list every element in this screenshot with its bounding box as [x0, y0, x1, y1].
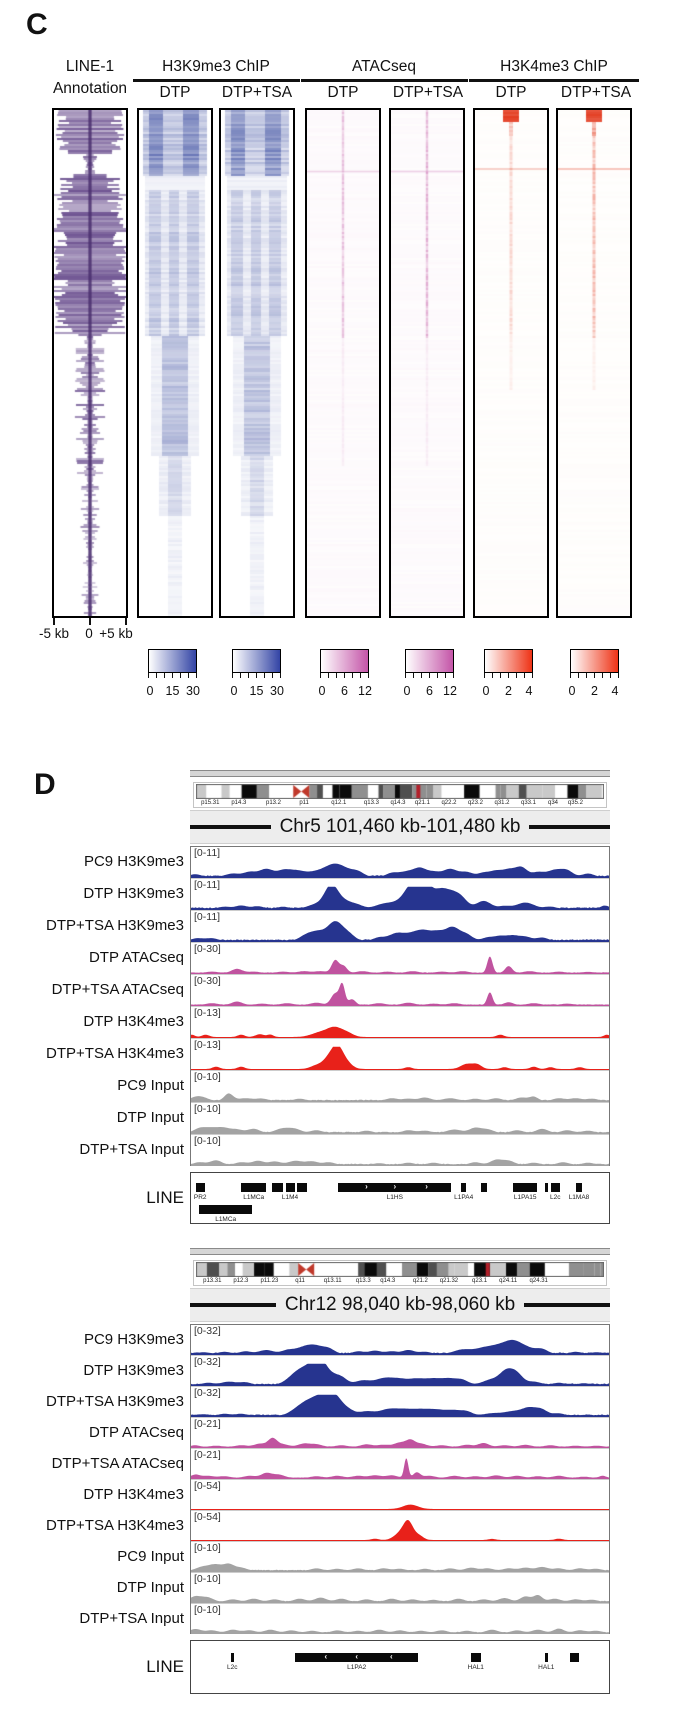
heatmap-canvas-h3k4b: [558, 110, 630, 616]
color-scale-tick: [437, 673, 438, 678]
ideogram-band-label: q33.1: [521, 800, 537, 806]
color-scale: [482, 649, 533, 698]
color-scale-tick: [610, 673, 611, 678]
track-range-label: [0-32]: [194, 1387, 221, 1399]
title-rule-right: [524, 1303, 610, 1307]
heatmap-h3k4b: [556, 108, 632, 618]
line-element-hal1: [471, 1653, 481, 1662]
color-scale-number: 6: [341, 684, 348, 698]
track-signal: [191, 1573, 609, 1603]
color-scale-number: 6: [426, 684, 433, 698]
track-range-label: [0-10]: [194, 1135, 221, 1147]
heatmap-canvas-h3k9b: [221, 110, 293, 616]
color-scale-number: 12: [358, 684, 372, 698]
line-element-label: L2c: [550, 1194, 561, 1201]
axis-label-minus5kb: -5 kb: [38, 626, 69, 641]
track-range-label: [0-11]: [194, 911, 221, 923]
color-scale-tick: [524, 673, 525, 678]
track-signal: [191, 1542, 609, 1572]
track-signal: [191, 1480, 609, 1510]
color-scale-tick: [453, 673, 454, 678]
column-group-underline: [469, 79, 639, 82]
ideogram-band-label: q13.11: [323, 1278, 342, 1284]
color-scale-numbers: [403, 679, 457, 698]
color-scale-numbers: [568, 679, 619, 698]
track-name-label: DTP+TSA ATACseq: [51, 981, 184, 998]
line-element-label: L1MA8: [568, 1194, 590, 1201]
column-group-underline: [301, 79, 468, 82]
track-name-label: PC9 Input: [117, 1077, 184, 1094]
track-dtp-tsa-atacseq: [191, 975, 609, 1007]
line-element-label: L2c: [227, 1664, 238, 1671]
track-signal: [191, 1356, 609, 1386]
color-scale-tick: [516, 673, 517, 678]
track-dtp-atacseq: [191, 1418, 609, 1449]
line-element-l2c: [551, 1183, 560, 1192]
track-name-label: PC9 Input: [117, 1548, 184, 1565]
panel-d-label: D: [34, 768, 56, 801]
line-element: [545, 1183, 548, 1192]
locus-title-bar: [190, 810, 610, 844]
track-name-label: DTP+TSA H3K4me3: [46, 1517, 184, 1534]
color-scale-tick: [344, 673, 345, 678]
track-dtp-h3k9me3: [191, 1356, 609, 1387]
track-name-label: PC9 H3K9me3: [83, 853, 184, 870]
genome-browser-2: [190, 1248, 610, 1694]
ideogram-band-label: q21.1: [414, 800, 430, 806]
track-dtp-tsa-atacseq: [191, 1449, 609, 1480]
ideogram-band-label: q34: [547, 800, 559, 806]
heatmap-canvas-ataca: [307, 110, 379, 616]
track-signal: [191, 847, 609, 878]
color-scale-tick: [360, 673, 361, 678]
track-signal: [191, 1103, 609, 1134]
track-name-label: DTP ATACseq: [88, 949, 184, 966]
color-scale-tick: [413, 673, 414, 678]
track-dtp-input: [191, 1103, 609, 1135]
strand-arrow-left: ‹: [355, 1652, 359, 1661]
ideogram-band-label: p14.3: [231, 800, 247, 806]
column-group-label: H3K4me3 ChIP: [500, 58, 608, 75]
line-element-label: L1PA2: [347, 1664, 367, 1671]
color-scale-gradient: [320, 649, 369, 673]
track-name-label: DTP+TSA H3K4me3: [46, 1045, 184, 1062]
line-track-label: LINE: [146, 1188, 184, 1207]
color-scale-tick: [429, 673, 430, 678]
chromosome-ideogram: [193, 782, 607, 808]
line-element-l2c: [231, 1653, 234, 1662]
line-element-l1ma8: [576, 1183, 581, 1192]
line-track-label: LINE: [146, 1657, 184, 1676]
line-element-pr2: [196, 1183, 205, 1192]
color-scale-tick: [196, 673, 197, 678]
color-scale-tick: [256, 673, 257, 678]
heatmap-canvas-h3k9a: [139, 110, 211, 616]
color-scale: [318, 649, 372, 698]
color-scale: [403, 649, 457, 698]
track-name-label: PC9 H3K9me3: [83, 1331, 184, 1348]
color-scale-numbers: [482, 679, 533, 698]
ideogram-band-label: p15.31: [201, 800, 220, 806]
line-element-label: L1MCa: [215, 1216, 237, 1223]
heatmap-h3k4a: [473, 108, 549, 618]
color-scale-tick: [508, 673, 509, 678]
line-element-l1hs: [338, 1183, 451, 1192]
title-rule-left: [190, 1303, 276, 1307]
track-signal: [191, 879, 609, 910]
track-range-label: [0-54]: [194, 1480, 221, 1492]
color-scale-number: 30: [270, 684, 284, 698]
track-range-label: [0-11]: [194, 879, 221, 891]
track-range-label: [0-13]: [194, 1039, 221, 1051]
line-element: [570, 1653, 579, 1662]
color-scale-tick: [618, 673, 619, 678]
track-dtp-h3k4me3: [191, 1007, 609, 1039]
genome-browser-1: [190, 770, 610, 1224]
color-scale-tick: [602, 673, 603, 678]
line-element-label: HAL1: [467, 1664, 484, 1671]
track-range-label: [0-10]: [194, 1542, 221, 1554]
track-range-label: [0-32]: [194, 1325, 221, 1337]
track-signal: [191, 1604, 609, 1634]
chromosome-ideogram: [193, 1260, 607, 1286]
line-element-l1mca: [241, 1183, 266, 1192]
ideogram-band-label: q21.2: [412, 1278, 428, 1284]
color-scale-tick: [148, 673, 149, 678]
track-range-label: [0-10]: [194, 1604, 221, 1616]
color-scale-tick: [264, 673, 265, 678]
color-scale-tick: [492, 673, 493, 678]
ideogram-band-label: q23.2: [467, 800, 483, 806]
ideogram-band-label: p13.31: [203, 1278, 222, 1284]
ideogram-band-label: q12.1: [331, 800, 347, 806]
column-sub-label: DTP+TSA: [560, 84, 632, 101]
track-dtp-tsa-input: [191, 1604, 609, 1635]
track-dtp-atacseq: [191, 943, 609, 975]
line-element-l1pa15: [513, 1183, 537, 1192]
track-range-label: [0-13]: [194, 1007, 221, 1019]
color-scale: [146, 649, 200, 698]
color-scale-tick: [570, 673, 571, 678]
ideogram-band-label: q24.31: [529, 1278, 548, 1284]
line-element-l1mca: [199, 1205, 253, 1214]
color-scale-tick: [180, 673, 181, 678]
line-element-l1pa2: [295, 1653, 419, 1662]
ideogram-band-label: p11.23: [260, 1278, 279, 1284]
color-scale-number: 2: [591, 684, 598, 698]
track-name-label: DTP H3K4me3: [83, 1013, 184, 1030]
color-scale-number: 15: [165, 684, 180, 698]
ideogram-band-label: q14.3: [380, 1278, 396, 1284]
color-scale-numbers: [146, 679, 200, 698]
ideogram-canvas: [196, 1262, 604, 1277]
heatmap-ataca: [305, 108, 381, 618]
track-pc9-input: [191, 1071, 609, 1103]
color-scale-number: 4: [611, 684, 619, 698]
track-signal: [191, 1325, 609, 1355]
strand-arrow-right: ›: [393, 1182, 397, 1191]
color-scale-tick: [156, 673, 157, 678]
color-scale-tick: [336, 673, 337, 678]
heatmap-h3k9b: [219, 108, 295, 618]
title-rule-right: [529, 825, 610, 829]
title-rule-left: [190, 825, 271, 829]
ideogram-band-label: q35.2: [567, 800, 583, 806]
track-dtp-tsa-input: [191, 1135, 609, 1167]
track-name-label: DTP Input: [116, 1579, 184, 1596]
ideogram-band-label: q13.3: [363, 800, 379, 806]
column-sub-label: DTP+TSA: [392, 84, 464, 101]
column-group-label: ATACseq: [351, 58, 417, 75]
track-range-label: [0-32]: [194, 1356, 221, 1368]
line-element-l1pa4: [461, 1183, 466, 1192]
track-signal: [191, 1039, 609, 1070]
color-scale-number: 2: [505, 684, 512, 698]
track-range-label: [0-10]: [194, 1071, 221, 1083]
color-scale-tick: [188, 673, 189, 678]
ideogram-band-label: q31.2: [494, 800, 510, 806]
line-annotation-panel: [190, 1640, 610, 1694]
color-scale-tick: [405, 673, 406, 678]
track-range-label: [0-30]: [194, 943, 221, 955]
track-pc9-h3k9me3: [191, 847, 609, 879]
browser-top-strip: [190, 770, 610, 777]
track-name-label: DTP+TSA ATACseq: [51, 1455, 184, 1472]
ideogram-band-label: q24.11: [499, 1278, 518, 1284]
ideogram-canvas: [196, 784, 604, 799]
heatmap-canvas-atacb: [391, 110, 463, 616]
color-scale-tick: [368, 673, 369, 678]
color-scale-tick: [280, 673, 281, 678]
panel-c-label: C: [26, 8, 48, 41]
track-name-label: DTP Input: [116, 1109, 184, 1126]
color-scale-tick: [172, 673, 173, 678]
track-range-label: [0-11]: [194, 847, 221, 859]
ideogram-band-label: q14.3: [390, 800, 406, 806]
column-group-label: H3K9me3 ChIP: [162, 58, 270, 75]
line-element-label: L1M4: [281, 1194, 299, 1201]
axis-tick-right: [125, 618, 127, 625]
track-dtp-h3k9me3: [191, 879, 609, 911]
column-sub-label: DTP: [159, 84, 191, 101]
axis-label-zero: 0: [85, 626, 93, 641]
color-scale-tick: [586, 673, 587, 678]
track-signal: [191, 1071, 609, 1102]
ideogram-band-label: q21.32: [439, 1278, 459, 1284]
track-dtp-h3k4me3: [191, 1480, 609, 1511]
color-scale: [568, 649, 619, 698]
track-signal: [191, 943, 609, 974]
track-signal: [191, 1135, 609, 1166]
line-annotation-panel: [190, 1172, 610, 1224]
ideogram-band-label: p11: [299, 800, 309, 806]
line-element-l1m4: [286, 1183, 295, 1192]
strand-arrow-left: ‹: [324, 1652, 328, 1661]
color-scale-numbers: [318, 679, 372, 698]
strand-arrow-right: ›: [425, 1182, 428, 1191]
heatmap-line1: [52, 108, 128, 618]
color-scale-numbers: [230, 679, 284, 698]
ideogram-band-label: p13.2: [266, 800, 282, 806]
track-range-label: [0-21]: [194, 1449, 221, 1461]
track-dtp-tsa-h3k4me3: [191, 1039, 609, 1071]
track-name-label: DTP+TSA H3K9me3: [46, 1393, 184, 1410]
color-scale-number: 30: [186, 684, 200, 698]
color-scale-gradient: [570, 649, 619, 673]
line1-annotation-header-line1: LINE-1: [65, 58, 115, 75]
track-pc9-input: [191, 1542, 609, 1573]
color-scale-tick: [320, 673, 321, 678]
ideogram-band-label: p12.3: [233, 1278, 249, 1284]
track-name-label: DTP+TSA Input: [79, 1610, 184, 1627]
color-scale-tick: [484, 673, 485, 678]
color-scale-tick: [578, 673, 579, 678]
color-scale-number: 0: [568, 684, 576, 698]
track-name-label: DTP+TSA Input: [79, 1141, 184, 1158]
ideogram-band-label: q23.1: [472, 1278, 488, 1284]
track-name-label: DTP H3K9me3: [83, 1362, 184, 1379]
line-element-label: L1HS: [386, 1194, 403, 1201]
track-name-label: DTP H3K4me3: [83, 1486, 184, 1503]
color-scale-tick: [352, 673, 353, 678]
track-pc9-h3k9me3: [191, 1325, 609, 1356]
track-dtp-tsa-h3k9me3: [191, 911, 609, 943]
ideogram-band-label: q22.2: [441, 800, 457, 806]
color-scale-tick: [500, 673, 501, 678]
line-element-label: L1PA4: [454, 1194, 474, 1201]
line-element: [272, 1183, 283, 1192]
color-scale-tick: [445, 673, 446, 678]
browser-top-strip: [190, 1248, 610, 1255]
color-scale-number: 0: [230, 684, 238, 698]
line-element-label: HAL1: [538, 1664, 555, 1671]
column-group-underline: [133, 79, 300, 82]
color-scale-number: 0: [482, 684, 490, 698]
locus-title: Chr5 101,460 kb-101,480 kb: [279, 816, 521, 837]
track-range-label: [0-30]: [194, 975, 221, 987]
color-scale-gradient: [148, 649, 197, 673]
column-sub-label: DTP: [495, 84, 527, 101]
line-element-hal1: [545, 1653, 548, 1662]
track-range-label: [0-54]: [194, 1511, 221, 1523]
color-scale-tick: [532, 673, 533, 678]
color-scale-number: 0: [146, 684, 154, 698]
track-signal: [191, 911, 609, 942]
line-element: [481, 1183, 486, 1192]
track-dtp-tsa-h3k4me3: [191, 1511, 609, 1542]
column-sub-label: DTP: [327, 84, 359, 101]
heatmap-atacb: [389, 108, 465, 618]
ideogram-band-label: q11: [295, 1278, 305, 1284]
signal-tracks: [190, 1324, 610, 1634]
track-range-label: [0-10]: [194, 1103, 221, 1115]
track-signal: [191, 1007, 609, 1038]
color-scale-tick: [240, 673, 241, 678]
signal-tracks: [190, 846, 610, 1166]
heatmap-canvas-line1: [54, 110, 126, 616]
track-signal: [191, 1511, 609, 1541]
color-scale-number: 15: [249, 684, 264, 698]
axis-label-plus5kb: +5 kb: [99, 626, 133, 641]
line-element: [297, 1183, 307, 1192]
track-name-label: DTP+TSA H3K9me3: [46, 917, 184, 934]
track-signal: [191, 975, 609, 1006]
heatmap-h3k9a: [137, 108, 213, 618]
color-scale-number: 12: [443, 684, 457, 698]
color-scale-tick: [232, 673, 233, 678]
axis-tick-left: [53, 618, 55, 625]
strand-arrow-right: ›: [365, 1182, 368, 1191]
locus-title: Chr12 98,040 kb-98,060 kb: [284, 1294, 516, 1315]
column-sub-label: DTP+TSA: [221, 84, 293, 101]
track-signal: [191, 1418, 609, 1448]
color-scale-number: 0: [403, 684, 411, 698]
color-scale-tick: [594, 673, 595, 678]
track-signal: [191, 1387, 609, 1417]
color-scale-gradient: [484, 649, 533, 673]
color-scale-tick: [248, 673, 249, 678]
track-name-label: DTP H3K9me3: [83, 885, 184, 902]
line-element-label: PR2: [193, 1194, 207, 1201]
track-name-label: DTP ATACseq: [88, 1424, 184, 1441]
color-scale-tick: [272, 673, 273, 678]
color-scale-tick: [328, 673, 329, 678]
strand-arrow-left: ‹: [389, 1652, 393, 1661]
line-element-label: L1MCa: [243, 1194, 265, 1201]
color-scale-tick: [164, 673, 165, 678]
heatmap-canvas-h3k4a: [475, 110, 547, 616]
locus-title-bar: [190, 1288, 610, 1322]
track-range-label: [0-10]: [194, 1573, 221, 1585]
color-scale-number: 0: [318, 684, 326, 698]
color-scale: [230, 649, 284, 698]
track-dtp-tsa-h3k9me3: [191, 1387, 609, 1418]
line-element-label: L1PA15: [513, 1194, 537, 1201]
track-signal: [191, 1449, 609, 1479]
track-dtp-input: [191, 1573, 609, 1604]
axis-tick-center: [89, 618, 91, 625]
color-scale-gradient: [232, 649, 281, 673]
line1-annotation-header-line2: Annotation: [52, 80, 128, 97]
color-scale-gradient: [405, 649, 454, 673]
ideogram-band-label: q13.3: [355, 1278, 371, 1284]
color-scale-tick: [421, 673, 422, 678]
color-scale-number: 4: [525, 684, 533, 698]
track-range-label: [0-21]: [194, 1418, 221, 1430]
